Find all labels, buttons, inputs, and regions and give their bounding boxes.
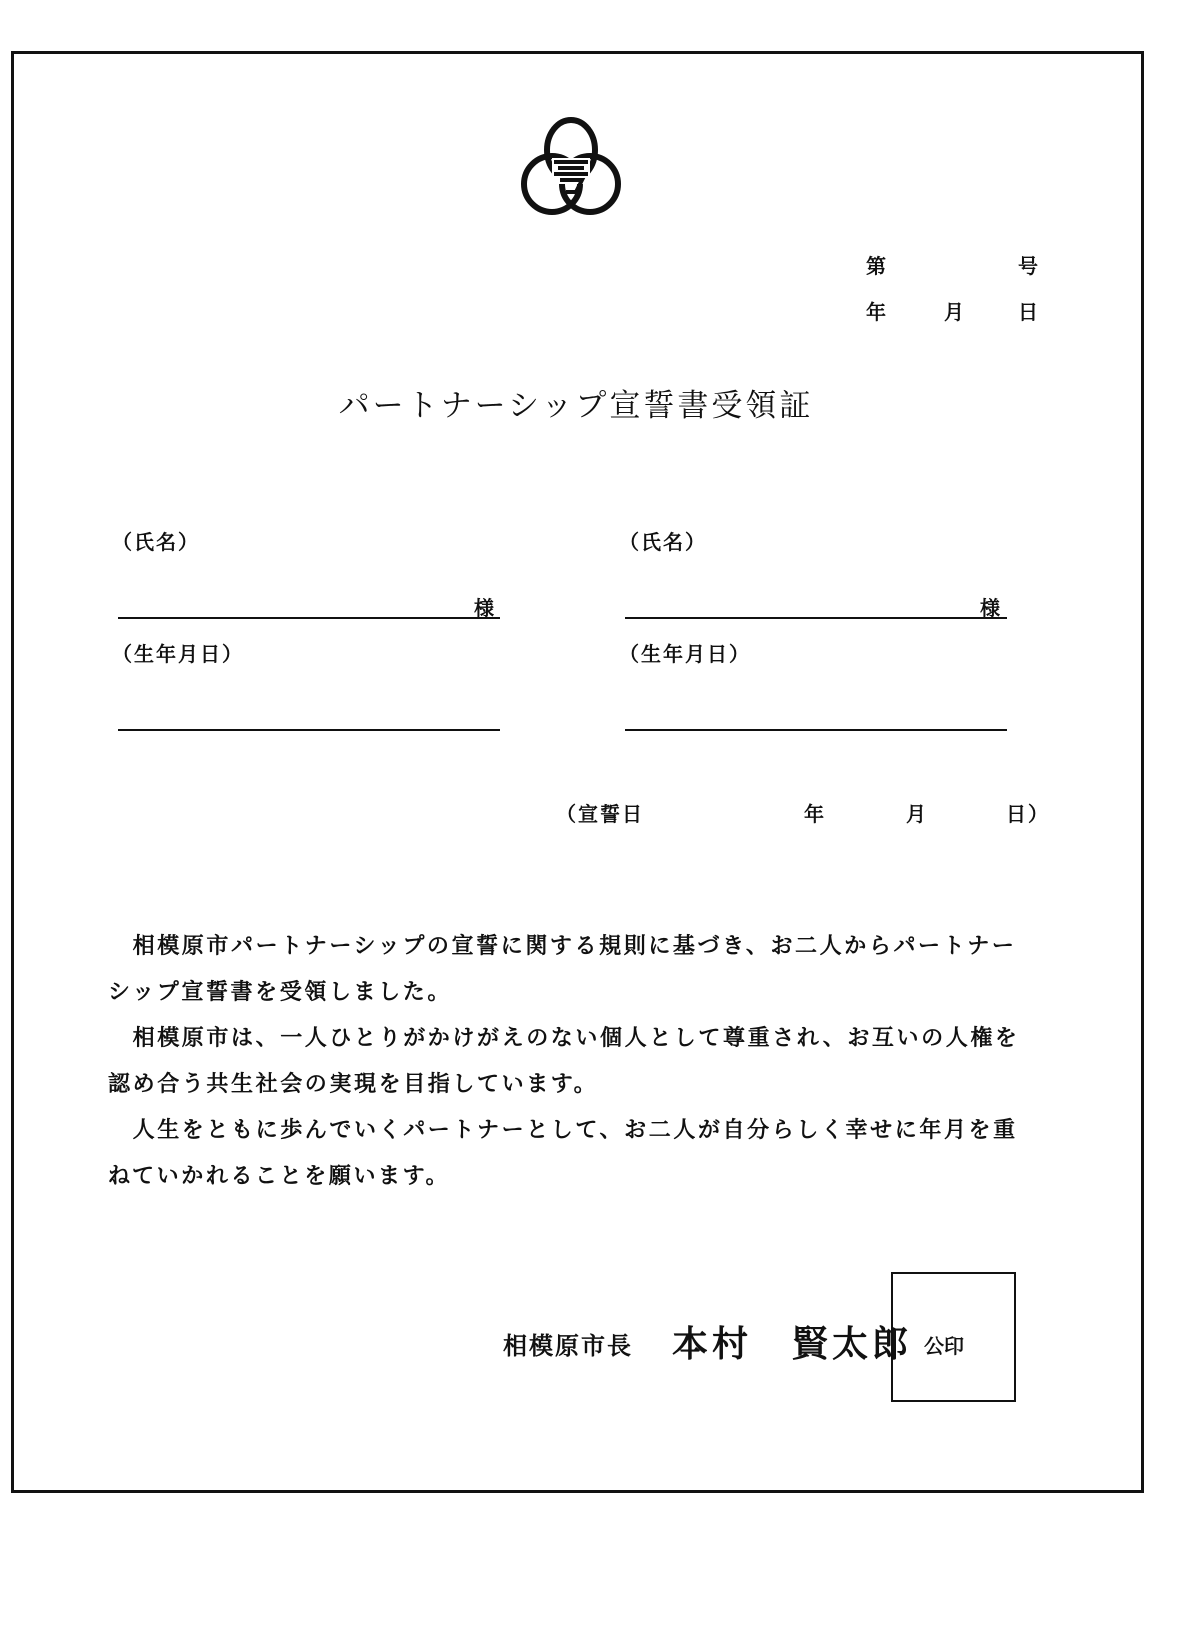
- number-suffix: 号: [1018, 254, 1040, 278]
- body-line: シップ宣誓書を受領しました。: [108, 980, 452, 1005]
- body-line: 人生をともに歩んでいくパートナーとして、お二人が自分らしく幸せに年月を重: [108, 1118, 1018, 1143]
- person2-name-label: （氏名）: [619, 530, 707, 554]
- body-line: ねていかれることを願います。: [108, 1164, 451, 1189]
- oath-date-year: 年: [804, 802, 826, 826]
- body-line: 相模原市パートナーシップの宣誓に関する規則に基づき、お二人からパートナー: [108, 934, 1017, 959]
- person2-name-line: [625, 617, 1007, 619]
- person1-name-line: [118, 617, 500, 619]
- official-seal-label: 公印: [924, 1334, 964, 1358]
- mayor-title: 相模原市長: [503, 1331, 633, 1360]
- issue-date-year: 年: [866, 300, 888, 324]
- person1-birth-line: [118, 729, 500, 731]
- oath-date-day: 日）: [1006, 802, 1050, 826]
- document-title: パートナーシップ宣誓書受領証: [338, 388, 814, 424]
- oath-date-month: 月: [906, 802, 928, 826]
- mayor-name: 本村 賢太郎: [672, 1323, 913, 1365]
- body-line: 相模原市は、一人ひとりがかけがえのない個人として尊重され、お互いの人権を: [108, 1026, 1020, 1051]
- person2-birth-label: （生年月日）: [619, 642, 751, 666]
- person1-birth-label: （生年月日）: [112, 642, 244, 666]
- issue-date-day: 日: [1018, 300, 1040, 324]
- body-text: [108, 924, 1048, 1200]
- body-line: 認め合う共生社会の実現を目指しています。: [108, 1072, 599, 1097]
- person1-name-label: （氏名）: [112, 530, 200, 554]
- number-prefix: 第: [866, 254, 888, 278]
- person1-honorific: 様: [474, 596, 496, 620]
- issue-date-month: 月: [944, 300, 966, 324]
- city-emblem-logo: [518, 112, 624, 222]
- person2-birth-line: [625, 729, 1007, 731]
- person2-honorific: 様: [980, 596, 1002, 620]
- oath-date-label: （宣誓日: [556, 802, 644, 826]
